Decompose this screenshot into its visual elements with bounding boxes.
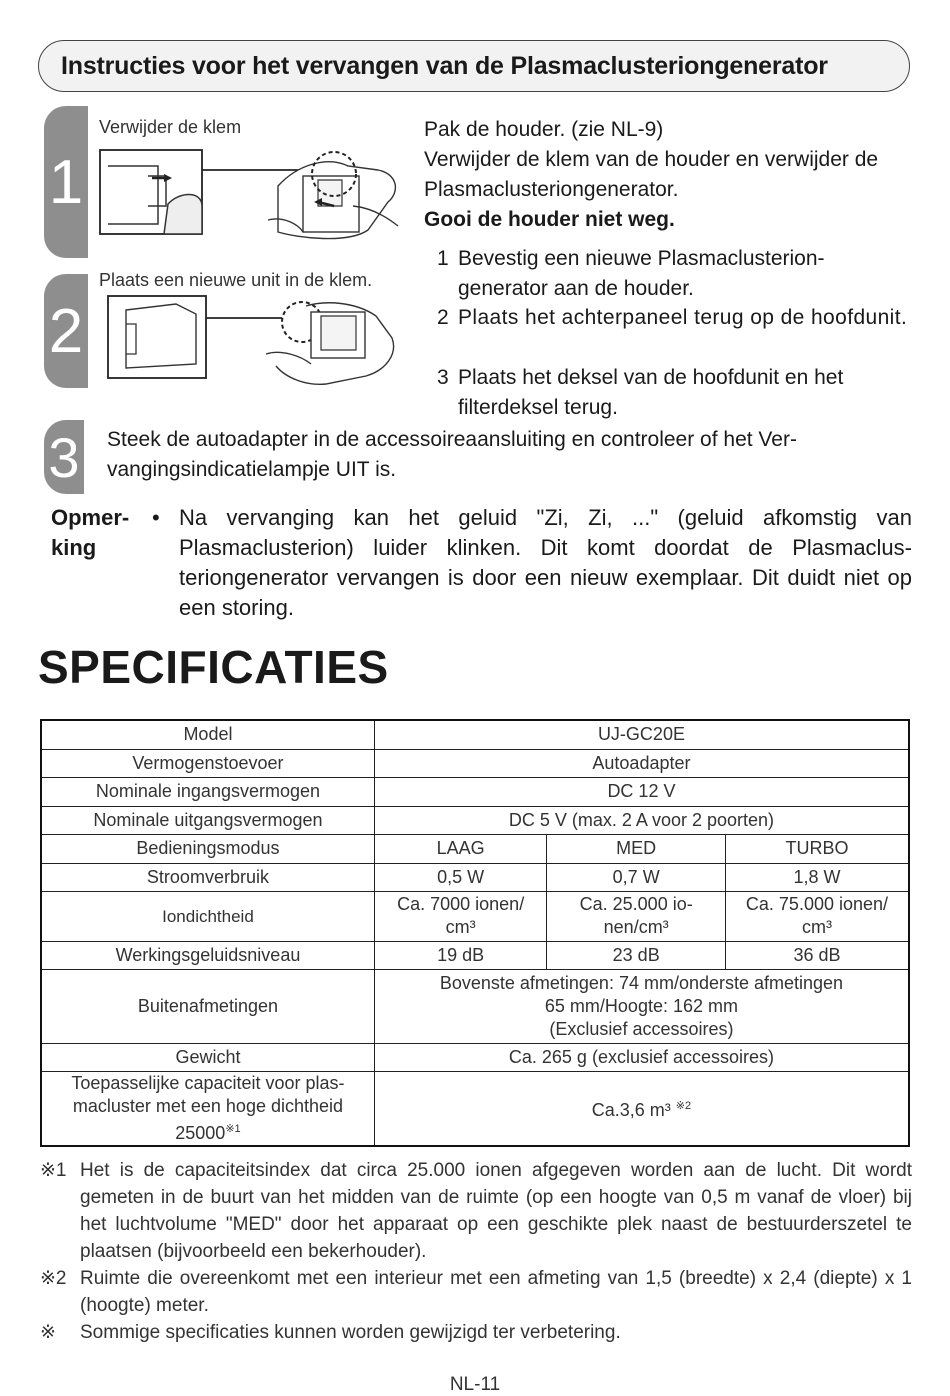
substep-2-number: 2	[437, 306, 449, 329]
spec-value: Ca. 75.000 ionen/ cm³	[725, 891, 909, 941]
spec-value: DC 5 V (max. 2 A voor 2 poorten)	[374, 806, 909, 834]
spec-table	[40, 719, 910, 1147]
note-label: Opmer- king	[51, 505, 130, 560]
footnote: ※ Sommige specificaties kunnen worden gewijzigd ter verbetering.	[40, 1322, 621, 1343]
spec-value: Ca.3,6 m³ $^{※2}$	[374, 1071, 909, 1146]
instruction-line-2: Verwijder de klem van de houder en verwijder de Plasmaclusteriongenerator.	[424, 148, 879, 201]
spec-label: Nominale ingangsvermogen	[41, 777, 374, 806]
spec-value: LAAG	[374, 834, 547, 863]
substep-3-number: 3	[437, 366, 449, 389]
table-row	[41, 749, 909, 777]
table-row	[41, 777, 909, 806]
spec-value: Ca. 265 g (exclusief accessoires)	[374, 1043, 909, 1071]
note-text: Na vervanging kan het geluid "Zi, Zi, ..." (geluid afkomstig van Plasmaclusterion) luider klinken. Dit komt doordat de Plasmaclus-teriongenerator vervangen is door een nieuw exemplaar. Dit duidt niet op een storing.	[179, 505, 912, 620]
spec-title: SPECIFICATIES	[38, 641, 389, 693]
spec-value: 19 dB	[374, 941, 547, 969]
instruction-line-1: Pak de houder. (zie NL-9)	[424, 118, 664, 141]
spec-value: Ca. 7000 ionen/ cm³	[374, 891, 547, 941]
substep-3-text: Plaats het deksel van de hoofdunit en het filterdeksel terug.	[458, 366, 844, 419]
remove-clip-illustration	[98, 146, 408, 246]
step-1-badge	[44, 106, 88, 258]
spec-label: Bedieningsmodus	[41, 834, 374, 863]
spec-label: Toepasselijke capaciteit voor plas- macluster met een hoge dichtheid 25000$^{※1}$	[41, 1071, 374, 1146]
spec-value: 0,7 W	[547, 863, 726, 891]
spec-label: Buitenafmetingen	[41, 969, 374, 1043]
step-1-number: 1	[48, 147, 84, 217]
spec-value: 36 dB	[725, 941, 909, 969]
spec-value: 0,5 W	[374, 863, 547, 891]
substep-1-number: 1	[437, 247, 449, 270]
step-3-text: Steek de autoadapter in de accessoireaansluiting en controleer of het Ver-vangingsindicatielampje UIT is.	[107, 428, 797, 481]
step-3-number: 3	[48, 425, 80, 489]
footnotes	[40, 1157, 912, 1346]
table-row	[41, 720, 909, 749]
spec-value: UJ-GC20E	[374, 720, 909, 749]
step-3-badge	[44, 420, 84, 494]
table-row	[41, 806, 909, 834]
table-row	[41, 891, 909, 941]
note-bullet: •	[152, 505, 160, 530]
spec-value: Ca. 25.000 io- nen/cm³	[547, 891, 726, 941]
step-2-number: 2	[48, 296, 84, 366]
page-number: NL-11	[449, 1374, 501, 1395]
spec-label: Stroomverbruik	[41, 863, 374, 891]
spec-label: Vermogenstoevoer	[41, 749, 374, 777]
table-row	[41, 1071, 909, 1146]
spec-value: 1,8 W	[725, 863, 909, 891]
substep-1-text: Bevestig een nieuwe Plasmaclusterion-generator aan de houder.	[458, 247, 825, 300]
spec-value: DC 12 V	[374, 777, 909, 806]
spec-label: Werkingsgeluidsniveau	[41, 941, 374, 969]
table-row	[41, 863, 909, 891]
substep-2-text: Plaats het achterpaneel terug op de hoofdunit.	[458, 306, 908, 329]
spec-label: Gewicht	[41, 1043, 374, 1071]
table-row	[41, 941, 909, 969]
table-row	[41, 1043, 909, 1071]
spec-value: Autoadapter	[374, 749, 909, 777]
spec-value: MED	[547, 834, 726, 863]
step-2-badge	[44, 274, 88, 388]
spec-value: 23 dB	[547, 941, 726, 969]
spec-label: Model	[41, 720, 374, 749]
table-row	[41, 969, 909, 1043]
footnote: ※1 Het is de capaciteitsindex dat circa 25.000 ionen afgegeven worden aan de lucht. Dit wordt gemeten in de buurt van het midden van de ruimte (op een hoogte van 0,5 m vanaf de vloer) bij het luchtvolume "MED" door het apparaat op een geschikte plek naast de bestuurderszetel te plaatsen (bijvoorbeeld een bekerhouder).	[40, 1160, 912, 1262]
step-1-caption: Verwijder de klem	[99, 117, 242, 137]
footnote: ※2 Ruimte die overeenkomt met een interieur met een afmeting van 1,5 (breedte) x 2,4 (diepte) x 1 (hoogte) meter.	[40, 1268, 912, 1316]
table-row	[41, 834, 909, 863]
spec-label: Nominale uitgangsvermogen	[41, 806, 374, 834]
spec-value: Bovenste afmetingen: 74 mm/onderste afmetingen 65 mm/Hoogte: 162 mm (Exclusief accessoires)	[374, 969, 909, 1043]
spec-value: TURBO	[725, 834, 909, 863]
insert-unit-illustration	[106, 294, 406, 388]
section-header	[38, 40, 910, 92]
step-2-caption: Plaats een nieuwe unit in de klem.	[99, 270, 373, 290]
section-title: Instructies voor het vervangen van de Plasmaclusteriongenerator	[61, 51, 828, 80]
spec-label: Iondichtheid	[41, 891, 374, 941]
instruction-warning: Gooi de houder niet weg.	[424, 208, 675, 231]
